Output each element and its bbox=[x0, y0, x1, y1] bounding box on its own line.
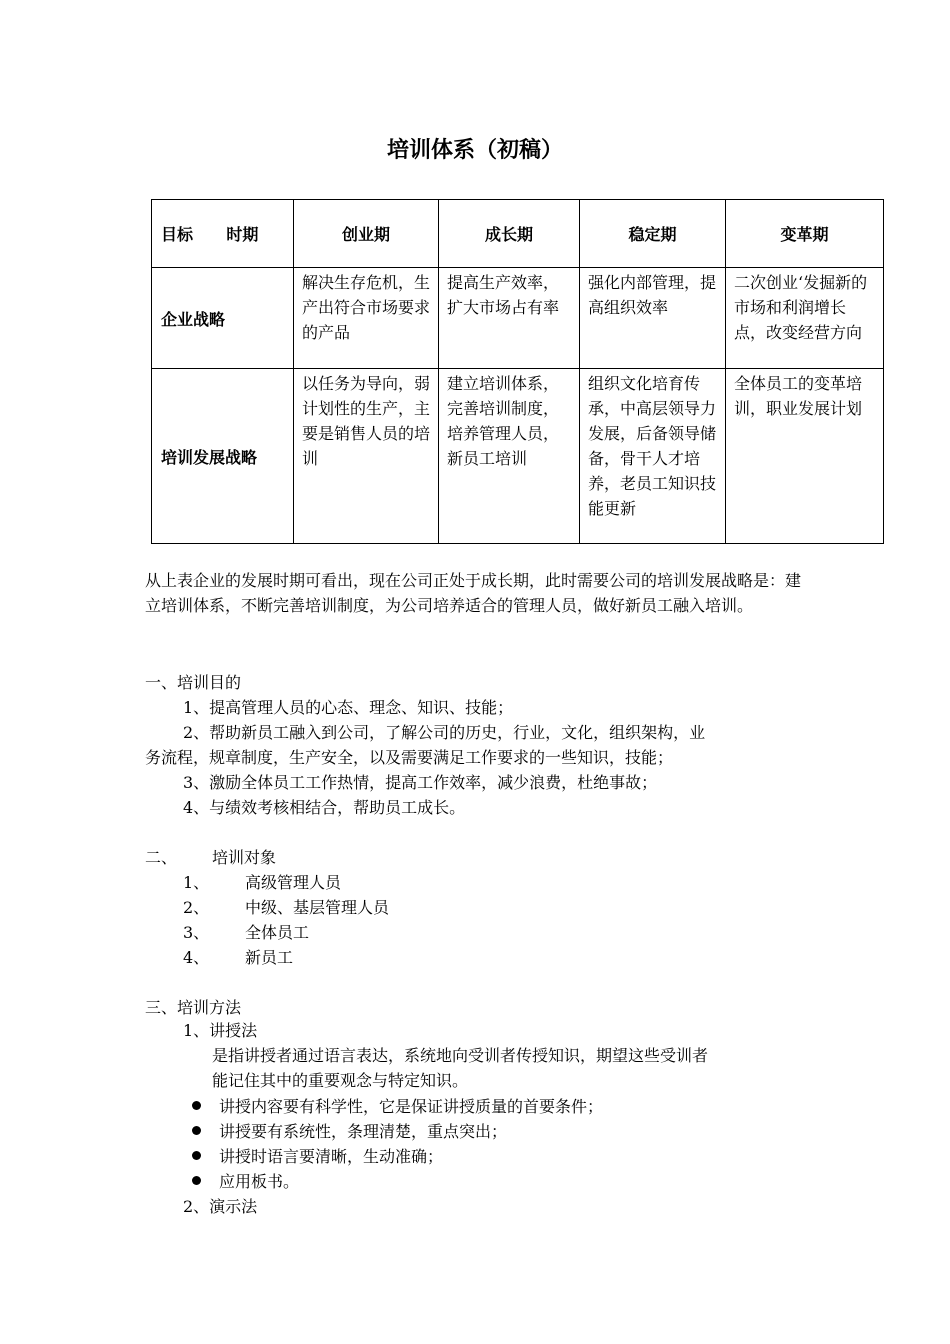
bullet-text: 应用板书。 bbox=[219, 1172, 300, 1191]
intro-paragraph: 从上表企业的发展时期可看出，现在公司正处于成长期，此时需要公司的培训发展战略是：建立培训体系，不断完善培训制度，为公司培养适合的管理人员，做好新员工融入培训。 bbox=[145, 571, 802, 615]
method-heading: 2、演示法 bbox=[183, 1197, 258, 1216]
bullet-icon bbox=[192, 1101, 201, 1110]
table-header-row bbox=[152, 200, 884, 268]
list-item-continuation: 务流程，规章制度，生产安全，以及需要满足工作要求的一些知识，技能； bbox=[145, 748, 674, 767]
section2-heading-number: 二、 bbox=[145, 848, 178, 867]
table-row bbox=[152, 369, 884, 544]
table-cell: 建立培训体系，完善培训制度，培养管理人员，新员工培训 bbox=[439, 369, 580, 544]
method-description: 能记住其中的重要观念与特定知识。 bbox=[212, 1071, 469, 1090]
bullet-text: 讲授内容要有科学性，它是保证讲授质量的首要条件； bbox=[219, 1097, 604, 1116]
section3-heading: 三、培训方法 bbox=[145, 998, 242, 1017]
bullet-item bbox=[192, 1169, 299, 1194]
table-cell: 全体员工的变革培训，职业发展计划 bbox=[726, 369, 884, 544]
section2-heading: 培训对象 bbox=[212, 848, 277, 867]
list-item: 高级管理人员 bbox=[245, 873, 342, 892]
table-cell: 提高生产效率，扩大市场占有率 bbox=[439, 268, 580, 369]
table-cell: 以任务为导向，弱计划性的生产，主要是销售人员的培训 bbox=[294, 369, 439, 544]
bullet-item bbox=[192, 1119, 507, 1144]
list-item: 3、激励全体员工工作热情，提高工作效率，减少浪费，杜绝事故； bbox=[183, 773, 658, 792]
bullet-text: 讲授时语言要清晰，生动准确； bbox=[219, 1147, 444, 1166]
page-title: 培训体系（初稿） bbox=[386, 138, 563, 163]
list-item: 1、提高管理人员的心态、理念、知识、技能； bbox=[183, 698, 514, 717]
list-item-number: 1、 bbox=[183, 873, 210, 892]
list-item: 新员工 bbox=[245, 948, 294, 967]
bullet-icon bbox=[192, 1151, 201, 1160]
section1-heading: 一、培训目的 bbox=[145, 673, 242, 692]
table-corner-header: 目标 时期 bbox=[152, 200, 294, 268]
list-item: 2、帮助新员工融入到公司，了解公司的历史，行业，文化，组织架构，业 bbox=[183, 723, 706, 742]
list-item: 中级、基层管理人员 bbox=[245, 898, 390, 917]
list-item-number: 4、 bbox=[183, 948, 210, 967]
row-header: 培训发展战略 bbox=[152, 369, 294, 544]
list-item-number: 3、 bbox=[183, 923, 210, 942]
list-item: 4、与绩效考核相结合，帮助员工成长。 bbox=[183, 798, 466, 817]
table-row bbox=[152, 268, 884, 369]
bullet-icon bbox=[192, 1176, 201, 1185]
list-item-number: 2、 bbox=[183, 898, 210, 917]
method-description: 是指讲授者通过语言表达，系统地向受训者传授知识，期望这些受训者 bbox=[212, 1046, 709, 1065]
bullet-text: 讲授要有系统性，条理清楚，重点突出； bbox=[219, 1122, 508, 1141]
bullet-item bbox=[192, 1144, 443, 1169]
table-cell: 二次创业‘发掘新的市场和利润增长点，改变经营方向 bbox=[726, 268, 884, 369]
method-heading: 1、讲授法 bbox=[183, 1021, 258, 1040]
bullet-item bbox=[192, 1094, 603, 1119]
column-header: 创业期 bbox=[294, 200, 439, 268]
table-cell: 解决生存危机，生产出符合市场要求的产品 bbox=[294, 268, 439, 369]
column-header: 稳定期 bbox=[580, 200, 726, 268]
bullet-icon bbox=[192, 1126, 201, 1135]
training-stage-table bbox=[151, 199, 884, 544]
column-header: 变革期 bbox=[726, 200, 884, 268]
column-header: 成长期 bbox=[439, 200, 580, 268]
table-cell: 强化内部管理，提高组织效率 bbox=[580, 268, 726, 369]
table-cell: 组织文化培育传承，中高层领导力发展，后备领导储备，骨干人才培养，老员工知识技能更新 bbox=[580, 369, 726, 544]
list-item: 全体员工 bbox=[245, 923, 310, 942]
row-header: 企业战略 bbox=[152, 268, 294, 369]
